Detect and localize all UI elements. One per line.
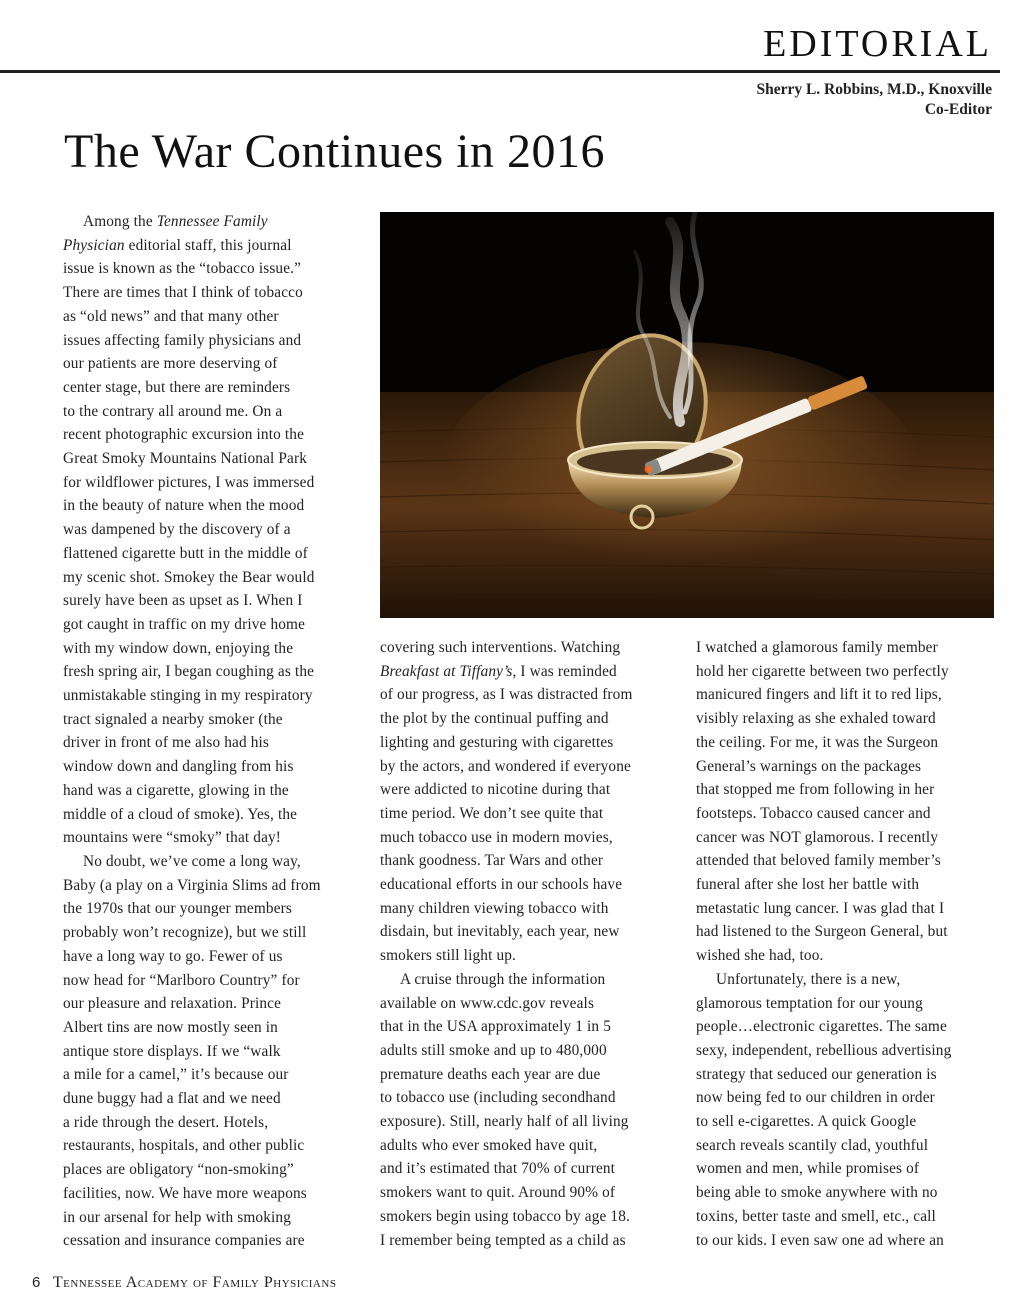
text-line: much tobacco use in modern movies, <box>380 828 613 846</box>
text-line: I watched a glamorous family member <box>696 639 938 656</box>
text-line: in our arsenal for help with smoking <box>63 1208 292 1226</box>
text-line: to our kids. I even saw one ad where an <box>696 1231 944 1249</box>
text-line: General’s warnings on the packages <box>696 757 922 775</box>
text-line: restaurants, hospitals, and other public <box>63 1137 305 1155</box>
text-line: antique store displays. If we “walk <box>63 1042 281 1060</box>
text-line: surely have been as upset as I. When I <box>63 592 303 610</box>
text-line: middle of a cloud of smoke). Yes, the <box>63 805 298 823</box>
text-line: Unfortunately, there is a new, <box>716 970 901 988</box>
column-1 <box>63 210 363 1253</box>
text-line: the plot by the continual puffing and <box>380 710 609 728</box>
text-line: many children viewing tobacco with <box>380 899 609 917</box>
text-line: hold her cigarette between two perfectly <box>696 662 949 680</box>
text-line: Great Smoky Mountains National Park <box>63 450 308 468</box>
text-line: as “old news” and that many other <box>63 307 279 325</box>
text-line: people…electronic cigarettes. The same <box>696 1018 947 1036</box>
text-line: lighting and gesturing with cigarettes <box>380 733 614 751</box>
text-line: available on www.cdc.gov reveals <box>380 994 595 1012</box>
text-line: now head for “Marlboro Country” for <box>63 971 300 989</box>
text-line: search reveals scantily clad, youthful <box>696 1136 929 1154</box>
text-line: our patients are more deserving of <box>63 355 278 373</box>
text-line: had listened to the Surgeon General, but <box>696 923 948 941</box>
text-line: recent photographic excursion into the <box>63 426 305 444</box>
header-rule <box>0 70 1000 73</box>
text-line: No doubt, we’ve come a long way, <box>83 852 301 870</box>
text-line: smokers want to quit. Around 90% of <box>380 1184 616 1202</box>
organization-name: Tennessee Academy of Family Physicians <box>52 1274 337 1291</box>
text-line: window down and dangling from his <box>63 758 294 776</box>
text-line: got caught in traffic on my drive home <box>63 615 306 633</box>
text-line: adults still smoke and up to 480,000 <box>380 1041 607 1059</box>
text-line: for wildflower pictures, I was immersed <box>63 473 315 491</box>
text-line: smokers begin using tobacco by age 18. <box>380 1207 630 1225</box>
article-photo <box>380 212 994 618</box>
text-line: our pleasure and relaxation. Prince <box>63 995 282 1013</box>
article-title: The War Continues in 2016 <box>64 125 606 178</box>
text-line: issue is known as the “tobacco issue.” <box>63 260 302 278</box>
text-line: educational efforts in our schools have <box>380 876 623 894</box>
text-line: smokers still light up. <box>380 947 517 965</box>
text-line: unmistakable stinging in my respiratory <box>63 687 313 705</box>
author-role: Co-Editor <box>924 101 992 118</box>
text-line: covering such interventions. Watching <box>380 639 621 656</box>
text-line: a mile for a camel,” it’s because our <box>63 1066 289 1084</box>
text-line: and it’s estimated that 70% of current <box>380 1160 616 1178</box>
text-line: flattened cigarette butt in the middle of <box>63 544 308 562</box>
text-line: toxins, better taste and smell, etc., call <box>696 1207 936 1225</box>
author-name: Sherry L. Robbins, M.D., Knoxville <box>756 81 992 98</box>
text-line: driver in front of me also had his <box>63 734 270 752</box>
text-line: A cruise through the information <box>400 970 606 988</box>
text-line: hand was a cigarette, glowing in the <box>63 781 289 799</box>
text-line: tract signaled a nearby smoker (the <box>63 710 283 728</box>
section-label: EDITORIAL <box>763 23 992 65</box>
text-line: funeral after she lost her battle with <box>696 876 920 894</box>
text-line: exposure). Still, nearly half of all living <box>380 1113 629 1131</box>
column-3 <box>696 636 996 1252</box>
text-line: attended that beloved family member’s <box>696 852 941 870</box>
text-line: adults who ever smoked have quit, <box>380 1136 598 1154</box>
text-line: my scenic shot. Smokey the Bear would <box>63 568 315 586</box>
text-line: cessation and insurance companies are <box>63 1232 305 1250</box>
text-line: the 1970s that our younger members <box>63 900 292 918</box>
text-line: Physician editorial staff, this journal <box>63 236 292 254</box>
text-line: glamorous temptation for our young <box>696 994 923 1012</box>
text-line: Albert tins are now mostly seen in <box>63 1018 278 1036</box>
text-line: were addicted to nicotine during that <box>380 781 611 799</box>
text-line: metastatic lung cancer. I was glad that I <box>696 899 945 917</box>
column-2 <box>380 636 680 1252</box>
text-line: to tobacco use (including secondhand <box>380 1089 616 1107</box>
text-line: the ceiling. For me, it was the Surgeon <box>696 733 939 751</box>
text-line: women and men, while promises of <box>696 1160 920 1178</box>
byline <box>756 80 992 120</box>
text-line: Among the Tennessee Family <box>83 213 268 230</box>
text-line: footsteps. Tobacco caused cancer and <box>696 804 931 822</box>
text-line: I remember being tempted as a child as <box>380 1231 626 1249</box>
text-line: dune buggy had a flat and we need <box>63 1090 281 1108</box>
text-line: by the actors, and wondered if everyone <box>380 757 631 775</box>
text-line: fresh spring air, I began coughing as the <box>63 663 315 681</box>
cigarette-ashtray-image <box>380 212 994 618</box>
text-line: with my window down, enjoying the <box>63 639 294 657</box>
text-line: visibly relaxing as she exhaled toward <box>696 710 936 728</box>
text-line: Breakfast at Tiffany’s, I was reminded <box>380 662 617 680</box>
page-number: 6 <box>32 1274 41 1291</box>
text-line: sexy, independent, rebellious advertising <box>696 1041 952 1059</box>
text-line: now being fed to our children in order <box>696 1089 935 1107</box>
text-line: probably won’t recognize), but we still <box>63 924 307 942</box>
text-line: thank goodness. Tar Wars and other <box>380 852 604 870</box>
text-line: manicured fingers and lift it to red lips, <box>696 686 942 704</box>
text-line: was dampened by the discovery of a <box>63 521 291 539</box>
text-line: in the beauty of nature when the mood <box>63 497 305 515</box>
text-line: time period. We don’t see quite that <box>380 804 604 822</box>
text-line: a ride through the desert. Hotels, <box>63 1113 269 1131</box>
text-line: of our progress, as I was distracted from <box>380 686 633 704</box>
text-line: that stopped me from following in her <box>696 781 935 799</box>
text-line: to sell e-cigarettes. A quick Google <box>696 1113 917 1131</box>
text-line: places are obligatory “non-smoking” <box>63 1161 294 1179</box>
text-line: facilities, now. We have more weapons <box>63 1184 307 1202</box>
text-line: Baby (a play on a Virginia Slims ad from <box>63 876 321 894</box>
text-line: strategy that seduced our generation is <box>696 1065 937 1083</box>
text-line: that in the USA approximately 1 in 5 <box>380 1018 611 1036</box>
text-line: have a long way to go. Fewer of us <box>63 947 283 965</box>
text-line: issues affecting family physicians and <box>63 331 302 349</box>
text-line: disdain, but inevitably, each year, new <box>380 923 620 941</box>
text-line: to the contrary all around me. On a <box>63 402 283 420</box>
text-line: wished she had, too. <box>696 947 824 965</box>
text-line: premature deaths each year are due <box>380 1065 601 1083</box>
text-line: cancer was NOT glamorous. I recently <box>696 828 939 846</box>
text-line: being able to smoke anywhere with no <box>696 1184 938 1202</box>
footer <box>32 1274 336 1292</box>
text-line: mountains were “smoky” that day! <box>63 829 282 847</box>
text-line: center stage, but there are reminders <box>63 378 291 396</box>
text-line: There are times that I think of tobacco <box>63 284 303 302</box>
